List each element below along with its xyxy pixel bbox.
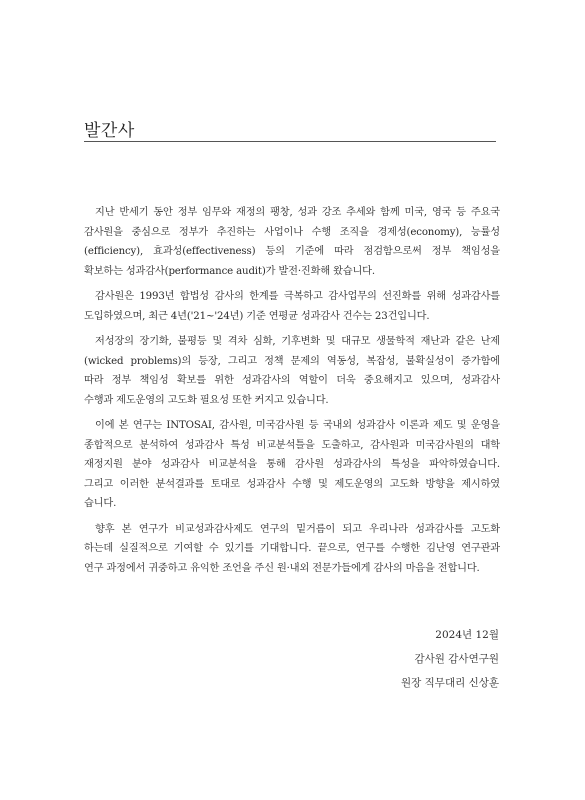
text-line: 종합적으로 분석하여 성과감사 특성 비교분석틀을 도출하고, 감사원과 미국감사원의 대학 bbox=[84, 439, 500, 451]
publication-date: 2024년 12월 bbox=[435, 629, 499, 641]
text-line: 재정지원 분야 성과감사 비교분석을 통해 감사원 성과감사의 특성을 파악하였습니다. bbox=[84, 459, 500, 470]
title-divider bbox=[84, 141, 496, 142]
text-line: 그리고 이러한 분석결과를 토대로 성과감사 수행 및 제도운영의 고도화 방향을 제시하였 bbox=[84, 478, 500, 490]
signer-name: 원장 직무대리 신상훈 bbox=[401, 677, 499, 689]
text-line: 하는데 실질적으로 기여할 수 있기를 기대합니다. 끝으로, 연구를 수행한 김난영 연구관과 bbox=[84, 543, 500, 554]
organization-name: 감사원 감사연구원 bbox=[414, 653, 499, 665]
text-line: 저성장의 장기화, 불평등 및 격차 심화, 기후변화 및 대규모 생물학적 재난과 같은 난제 bbox=[95, 336, 500, 347]
text-line: 도입하였으며, 최근 4년('21~'24년) 기준 연평균 성과감사 건수는 23건입니다. bbox=[84, 310, 430, 322]
text-line: 습니다. bbox=[84, 498, 117, 509]
text-line: 따라 정부 책임성 확보를 위한 성과감사의 역할이 더욱 중요해지고 있으며, 성과감사 bbox=[84, 375, 500, 386]
preface-body bbox=[84, 203, 500, 584]
text-line: (efficiency), 효과성(effectiveness) 등의 기준에 따라 점검함으로써 정부 책임성을 bbox=[84, 246, 500, 257]
text-line: 수행과 제도운영의 고도화 필요성 또한 커지고 있습니다. bbox=[84, 394, 329, 406]
text-line: 연구 과정에서 귀중하고 유익한 조언을 주신 원·내외 전문가들에게 감사의 마음을 전합니다. bbox=[84, 562, 480, 574]
paragraph bbox=[84, 520, 500, 579]
text-line: (wicked problems)의 등장, 그리고 정책 문제의 역동성, 복잡성, 불확실성이 증가함에 bbox=[84, 355, 500, 367]
paragraph bbox=[84, 416, 500, 514]
text-line: 감사원을 중심으로 정부가 추진하는 사업이나 수행 조직을 경제성(economy), 능률성 bbox=[84, 226, 500, 238]
text-line: 지난 반세기 동안 정부 임무와 재정의 팽창, 성과 강조 추세와 함께 미국, 영국 등 주요국 bbox=[95, 207, 500, 218]
paragraph bbox=[84, 203, 500, 281]
signature-block bbox=[401, 623, 499, 695]
text-line: 향후 본 연구가 비교성과감사제도 연구의 밑거름이 되고 우리나라 성과감사를 고도화 bbox=[95, 523, 500, 535]
text-line: 확보하는 성과감사(performance audit)가 발전·진화해 왔습니다. bbox=[84, 265, 375, 277]
paragraph bbox=[84, 332, 500, 410]
text-line: 이에 본 연구는 INTOSAI, 감사원, 미국감사원 등 국내외 성과감사 이론과 제도 및 운영을 bbox=[95, 420, 500, 431]
page-title: 발간사 bbox=[84, 121, 135, 141]
text-line: 감사원은 1993년 합법성 감사의 한계를 극복하고 감사업무의 선진화를 위해 성과감사를 bbox=[95, 291, 500, 302]
paragraph bbox=[84, 287, 500, 326]
